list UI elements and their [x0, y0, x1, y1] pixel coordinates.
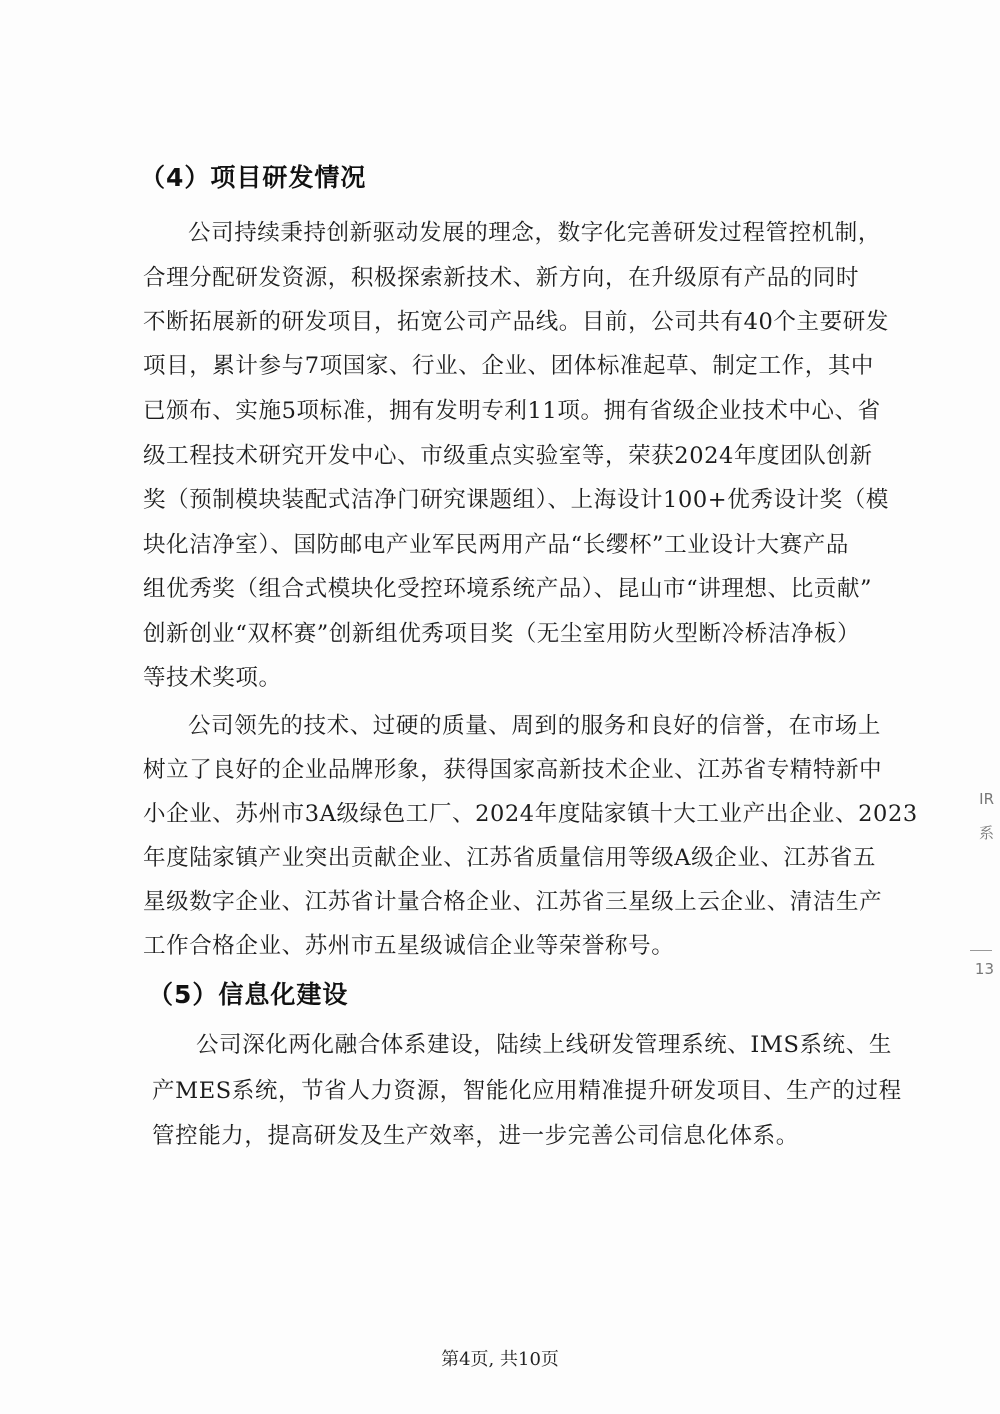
- edge-scan-mark: 系: [978, 824, 994, 842]
- paragraph-line: 级工程技术研究开发中心、市级重点实验室等，荣获2024年度团队创新: [143, 443, 873, 469]
- paragraph-line: 等技术奖项。: [143, 665, 282, 691]
- paragraph-line: 合理分配研发资源，积极探索新技术、新方向，在升级原有产品的同时: [143, 265, 860, 291]
- paragraph-line: 树立了良好的企业品牌形象，获得国家高新技术企业、江苏省专精特新中: [143, 757, 883, 783]
- edge-scan-rule: [970, 950, 992, 951]
- paragraph-line: 公司领先的技术、过硬的质量、周到的服务和良好的信誉，在市场上: [188, 713, 882, 739]
- section-5-heading: （5）信息化建设: [148, 980, 349, 1009]
- paragraph-line: 已颁布、实施5项标准，拥有发明专利11项。拥有省级企业技术中心、省: [143, 398, 881, 424]
- edge-scan-mark: IR: [979, 790, 994, 808]
- paragraph-line: 项目，累计参与7项国家、行业、企业、团体标准起草、制定工作，其中: [143, 353, 875, 379]
- edge-scan-mark: 13: [974, 960, 994, 978]
- paragraph-line: 组优秀奖（组合式模块化受控环境系统产品）、昆山市“讲理想、比贡献”: [143, 576, 873, 602]
- section-4-heading: （4）项目研发情况: [140, 163, 367, 192]
- paragraph-line: 工作合格企业、苏州市五星级诚信企业等荣誉称号。: [143, 933, 675, 959]
- paragraph-line: 年度陆家镇产业突出贡献企业、江苏省质量信用等级A级企业、江苏省五: [143, 845, 876, 871]
- paragraph-line: 块化洁净室）、国防邮电产业军民两用产品“长缨杯”工业设计大赛产品: [143, 532, 849, 558]
- paragraph-line: 公司持续秉持创新驱动发展的理念，数字化完善研发过程管控机制，: [188, 220, 882, 246]
- paragraph-line: 创新创业“双杯赛”创新组优秀项目奖（无尘室用防火型断冷桥洁净板）: [143, 621, 861, 647]
- paragraph-line: 星级数字企业、江苏省计量合格企业、江苏省三星级上云企业、清洁生产: [143, 889, 883, 915]
- paragraph-line: 管控能力，提高研发及生产效率，进一步完善公司信息化体系。: [152, 1123, 799, 1149]
- paragraph-line: 公司深化两化融合体系建设，陆续上线研发管理系统、IMS系统、生: [196, 1032, 892, 1058]
- paragraph-line: 不断拓展新的研发项目，拓宽公司产品线。目前，公司共有40个主要研发: [143, 309, 889, 335]
- page-number: 第4页, 共10页: [441, 1349, 559, 1370]
- paragraph-line: 小企业、苏州市3A级绿色工厂、2024年度陆家镇十大工业产出企业、2023: [143, 801, 918, 827]
- paragraph-line: 产MES系统，节省人力资源，智能化应用精准提升研发项目、生产的过程: [152, 1078, 902, 1104]
- paragraph-line: 奖（预制模块装配式洁净门研究课题组）、上海设计100+优秀设计奖（模: [143, 487, 889, 513]
